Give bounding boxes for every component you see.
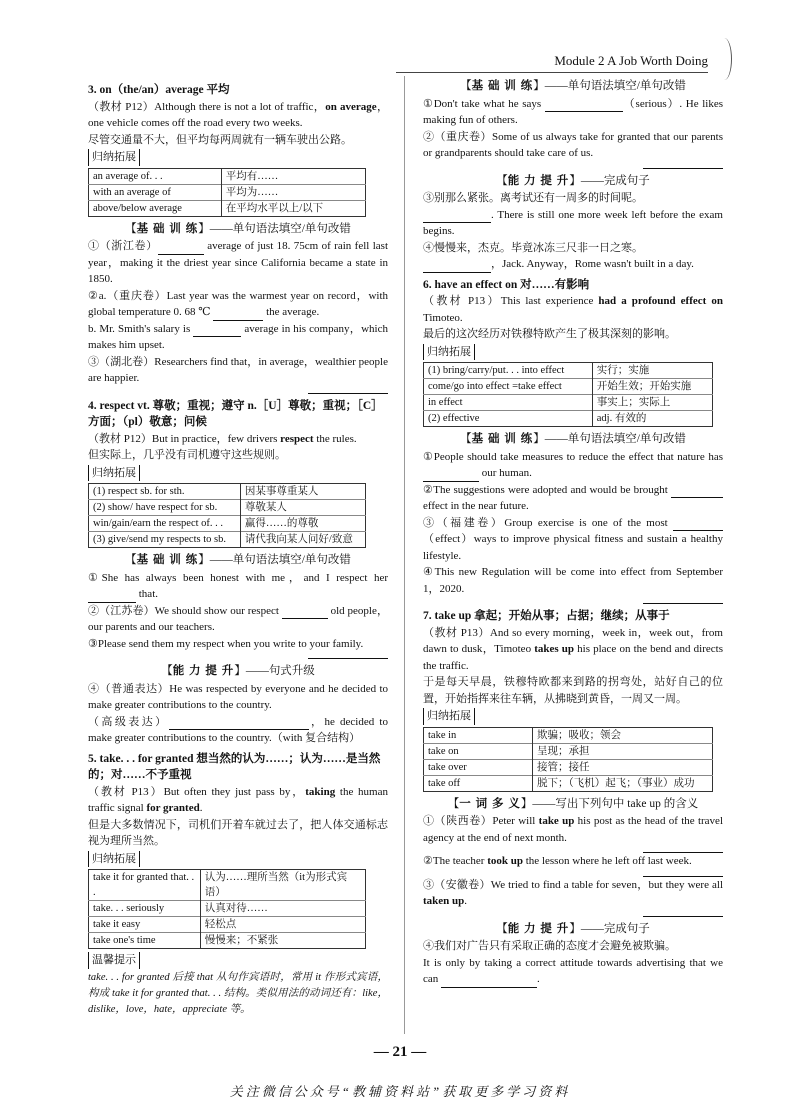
section-basic-training: 【基 础 训 练】——单句语法填空/单句改错 <box>460 80 686 92</box>
answer-line[interactable] <box>643 870 723 877</box>
exercise-item: b. Mr. Smith's salary is average in his company，which makes him upset. <box>88 322 388 351</box>
exercise-item: ④This new Regulation will be come into effect from September 1，2020. <box>423 566 723 595</box>
table-row: (3) give/send my respects to sb. 请代我向某人问好/致意 <box>89 532 366 548</box>
entry-3-heading: 3. on（the/an）average 平均 <box>88 84 230 96</box>
exercise-item: ②（江苏卷）We should show our respect old people，our parents and our teachers. <box>88 604 388 633</box>
footer-note: 关注微信公众号“教辅资料站”获取更多学习资料 <box>229 1084 571 1099</box>
answer-blank[interactable] <box>545 99 623 112</box>
summary-tag: 归纳拓展 <box>88 149 140 166</box>
exercise-item: ④（普通表达）He was respected by everyone and he decided to make greater contributions to the country. <box>88 682 388 711</box>
module-title: Module 2 A Job Worth Doing <box>554 53 708 68</box>
entry-5-table <box>88 869 366 949</box>
answer-blank[interactable] <box>671 485 723 498</box>
answer-blank[interactable] <box>169 717 309 730</box>
table-row: in effect 事实上；实际上 <box>424 395 713 411</box>
exercise-item: ①（陕西卷）Peter will take up his post as the head of the travel agency at the end of next month. <box>423 815 723 844</box>
summary-tag: 归纳拓展 <box>88 465 140 482</box>
section-ability-upgrade: 【能 力 提 升】——完成句子 <box>496 922 650 935</box>
answer-line[interactable] <box>643 597 723 604</box>
answer-blank[interactable] <box>88 590 136 603</box>
entry-6-example: （教材 P13）This last experience had a profound effect on Timoteo. 最后的这次经历对铁穆特欧产生了极其深刻的影响。 <box>423 295 723 340</box>
exercise-item: . There is still one more week left before the exam begins. <box>423 208 723 237</box>
summary-tag: 归纳拓展 <box>423 708 475 725</box>
answer-blank[interactable] <box>423 210 491 223</box>
table-row: take. . . seriously 认真对待…… <box>89 901 366 917</box>
section-ability-upgrade: 【能 力 提 升】——句式升级 <box>161 665 315 677</box>
entry-3-example: （教材 P12）Although there is not a lot of traffic，on average，one vehicle comes off the road every two weeks. 尽管交通量不大，但平均每两周就有一辆车驶出公路。 <box>88 100 388 146</box>
header-rule <box>396 72 708 73</box>
right-column <box>423 78 723 988</box>
exercise-item: ①People should take measures to reduce the effect that nature has our human. <box>423 449 723 482</box>
table-row: take on 呈现；承担 <box>424 743 713 759</box>
table-row: with an average of 平均为…… <box>89 184 366 200</box>
answer-line[interactable] <box>643 846 723 853</box>
page-header <box>0 0 800 74</box>
table-row: (2) effective adj. 有效的 <box>424 411 713 427</box>
exercise-item: ③（安徽卷）We tried to find a table for seven，but they were all taken up. <box>423 878 723 907</box>
entry-6-table <box>423 362 713 427</box>
table-row: come/go into effect =take effect 开始生效；开始实施 <box>424 379 713 395</box>
answer-blank[interactable] <box>213 308 263 321</box>
answer-line[interactable] <box>308 387 388 394</box>
exercise-item: ②a.（重庆卷）Last year was the warmest year on record，with global temperature 0. 68 ℃ the average. <box>88 288 388 321</box>
answer-blank[interactable] <box>673 518 723 531</box>
exercise-item: ④慢慢来，杰克。毕竟冰冻三尺非一日之寒。 <box>423 241 643 254</box>
exercise-item: ④我们对广告只有采取正确的态度才会避免被欺骗。 <box>423 940 676 952</box>
answer-blank[interactable] <box>423 260 491 273</box>
entry-3-table <box>88 168 366 217</box>
entry-4-table <box>88 483 366 548</box>
entry-5-example: （教材 P13）But often they just pass by，taking the human traffic signal for granted. 但是大多数情况下，司机们开着车就过去了，把人体交通标志视为理所当然。 <box>88 785 388 847</box>
column-divider <box>404 76 405 1034</box>
entry-4-heading: 4. respect vt. 尊敬；重视；遵守 n.［U］尊敬；重视；［C］方面；（pl）敬意；问候 <box>88 399 383 428</box>
table-row: an average of. . . 平均有…… <box>89 168 366 184</box>
exercise-item: ①Don't take what he says （serious）. He likes making fun of others. <box>423 97 724 126</box>
tip-text: take. . . for granted 后接 that 从句作宾语时，常用 it 作形式宾语，构成 take it for granted that. . . 结构。类似用法的动词还有：like，dislike，love，hate，appreciate 等。 <box>88 971 388 1015</box>
table-row: take over 接管；接任 <box>424 759 713 775</box>
table-row: take off 脱下；（飞机）起飞；（事业）成功 <box>424 775 713 791</box>
exercise-item: It is only by taking a correct attitude towards advertising that we can . <box>423 955 723 988</box>
answer-line[interactable] <box>308 652 388 659</box>
answer-blank[interactable] <box>282 606 328 619</box>
entry-7-heading: 7. take up 拿起；开始从事；占据；继续；从事于 <box>423 610 670 622</box>
entry-6-heading: 6. have an effect on 对……有影响 <box>423 278 590 291</box>
table-row: (2) show/ have respect for sb. 尊敬某人 <box>89 500 366 516</box>
entry-5-heading: 5. take. . . for granted 想当然的认为……；认为……是当然的；对……不予重视 <box>88 752 381 781</box>
section-basic-training: 【基 础 训 练】——单句语法填空/单句改错 <box>125 222 351 235</box>
section-ability-upgrade: 【能 力 提 升】——完成句子 <box>496 174 650 187</box>
page-number: — 21 — <box>373 1044 427 1060</box>
answer-blank[interactable] <box>441 975 537 988</box>
table-row: take one's time 慢慢来；不紧张 <box>89 933 366 949</box>
section-basic-training: 【基 础 训 练】——单句语法填空/单句改错 <box>125 554 351 566</box>
section-polysemy: 【一 词 多 义】——写出下列句中 take up 的含义 <box>447 797 699 810</box>
answer-line[interactable] <box>643 910 723 917</box>
exercise-item: ③（福建卷）Group exercise is one of the most （effect）ways to improve physical fitness and sustain a healthy lifestyle. <box>423 516 723 562</box>
exercise-item: （高级表达） ，he decided to make greater contributions to the country.（with 复合结构） <box>88 715 388 744</box>
answer-line[interactable] <box>643 162 723 169</box>
section-basic-training: 【基 础 训 练】——单句语法填空/单句改错 <box>460 433 686 445</box>
exercise-item: ，Jack. Anyway，Rome wasn't built in a day. <box>423 256 723 273</box>
exercise-item: ①She has always been honest with me，and I respect her that. <box>88 570 388 603</box>
entry-7-table <box>423 727 713 792</box>
table-row: take it for granted that. . . 认为……理所当然（it为形式宾语） <box>89 870 366 901</box>
exercise-item: ②The teacher took up the lesson where he left off last week. <box>423 855 692 867</box>
exercise-item: ①（浙江卷） average of just 18. 75cm of rain fell last year，making it the driest year since California became a state in 1850. <box>88 240 388 285</box>
summary-tag: 归纳拓展 <box>88 851 140 868</box>
table-row: (1) respect sb. for sth. 因某事尊重某人 <box>89 484 366 500</box>
tip-tag: 温馨提示 <box>88 952 140 969</box>
table-row: win/gain/earn the respect of. . . 赢得……的尊敬 <box>89 516 366 532</box>
entry-7-example: （教材 P13）And so every morning，week in，week out，from dawn to dusk，Timoteo takes up his place on the bend and directs the traffic. 于是每天早晨，铁穆特欧都来到路的拐弯处，站好自己的位置，开始指挥来往车辆，从拂晓到黄昏，一周又一周。 <box>423 626 723 705</box>
table-row: take in 欺骗；吸收；领会 <box>424 727 713 743</box>
answer-blank[interactable] <box>158 242 204 255</box>
exercise-item: ②（重庆卷）Some of us always take for granted that our parents or grandparents should take care of us. <box>423 130 723 159</box>
table-row: (1) bring/carry/put. . . into effect 实行；实施 <box>424 363 713 379</box>
exercise-item: ③Please send them my respect when you write to your family. <box>88 637 364 650</box>
exercise-item: ③别那么紧张。离考试还有一周多的时间呢。 <box>423 192 643 204</box>
left-column <box>88 78 388 1018</box>
answer-blank[interactable] <box>423 469 479 482</box>
header-bracket <box>717 38 732 80</box>
table-row: take it easy 轻松点 <box>89 917 366 933</box>
answer-blank[interactable] <box>193 324 241 337</box>
exercise-item: ②The suggestions were adopted and would be brought effect in the near future. <box>423 482 723 515</box>
entry-4-example: （教材 P12）But in practice，few drivers respect the rules. 但实际上，几乎没有司机遵守这些规则。 <box>88 432 357 461</box>
exercise-item: ③（湖北卷）Researchers find that，in average，wealthier people are happier. <box>88 355 388 384</box>
table-row: above/below average 在平均水平以上/以下 <box>89 200 366 216</box>
summary-tag: 归纳拓展 <box>423 344 475 361</box>
